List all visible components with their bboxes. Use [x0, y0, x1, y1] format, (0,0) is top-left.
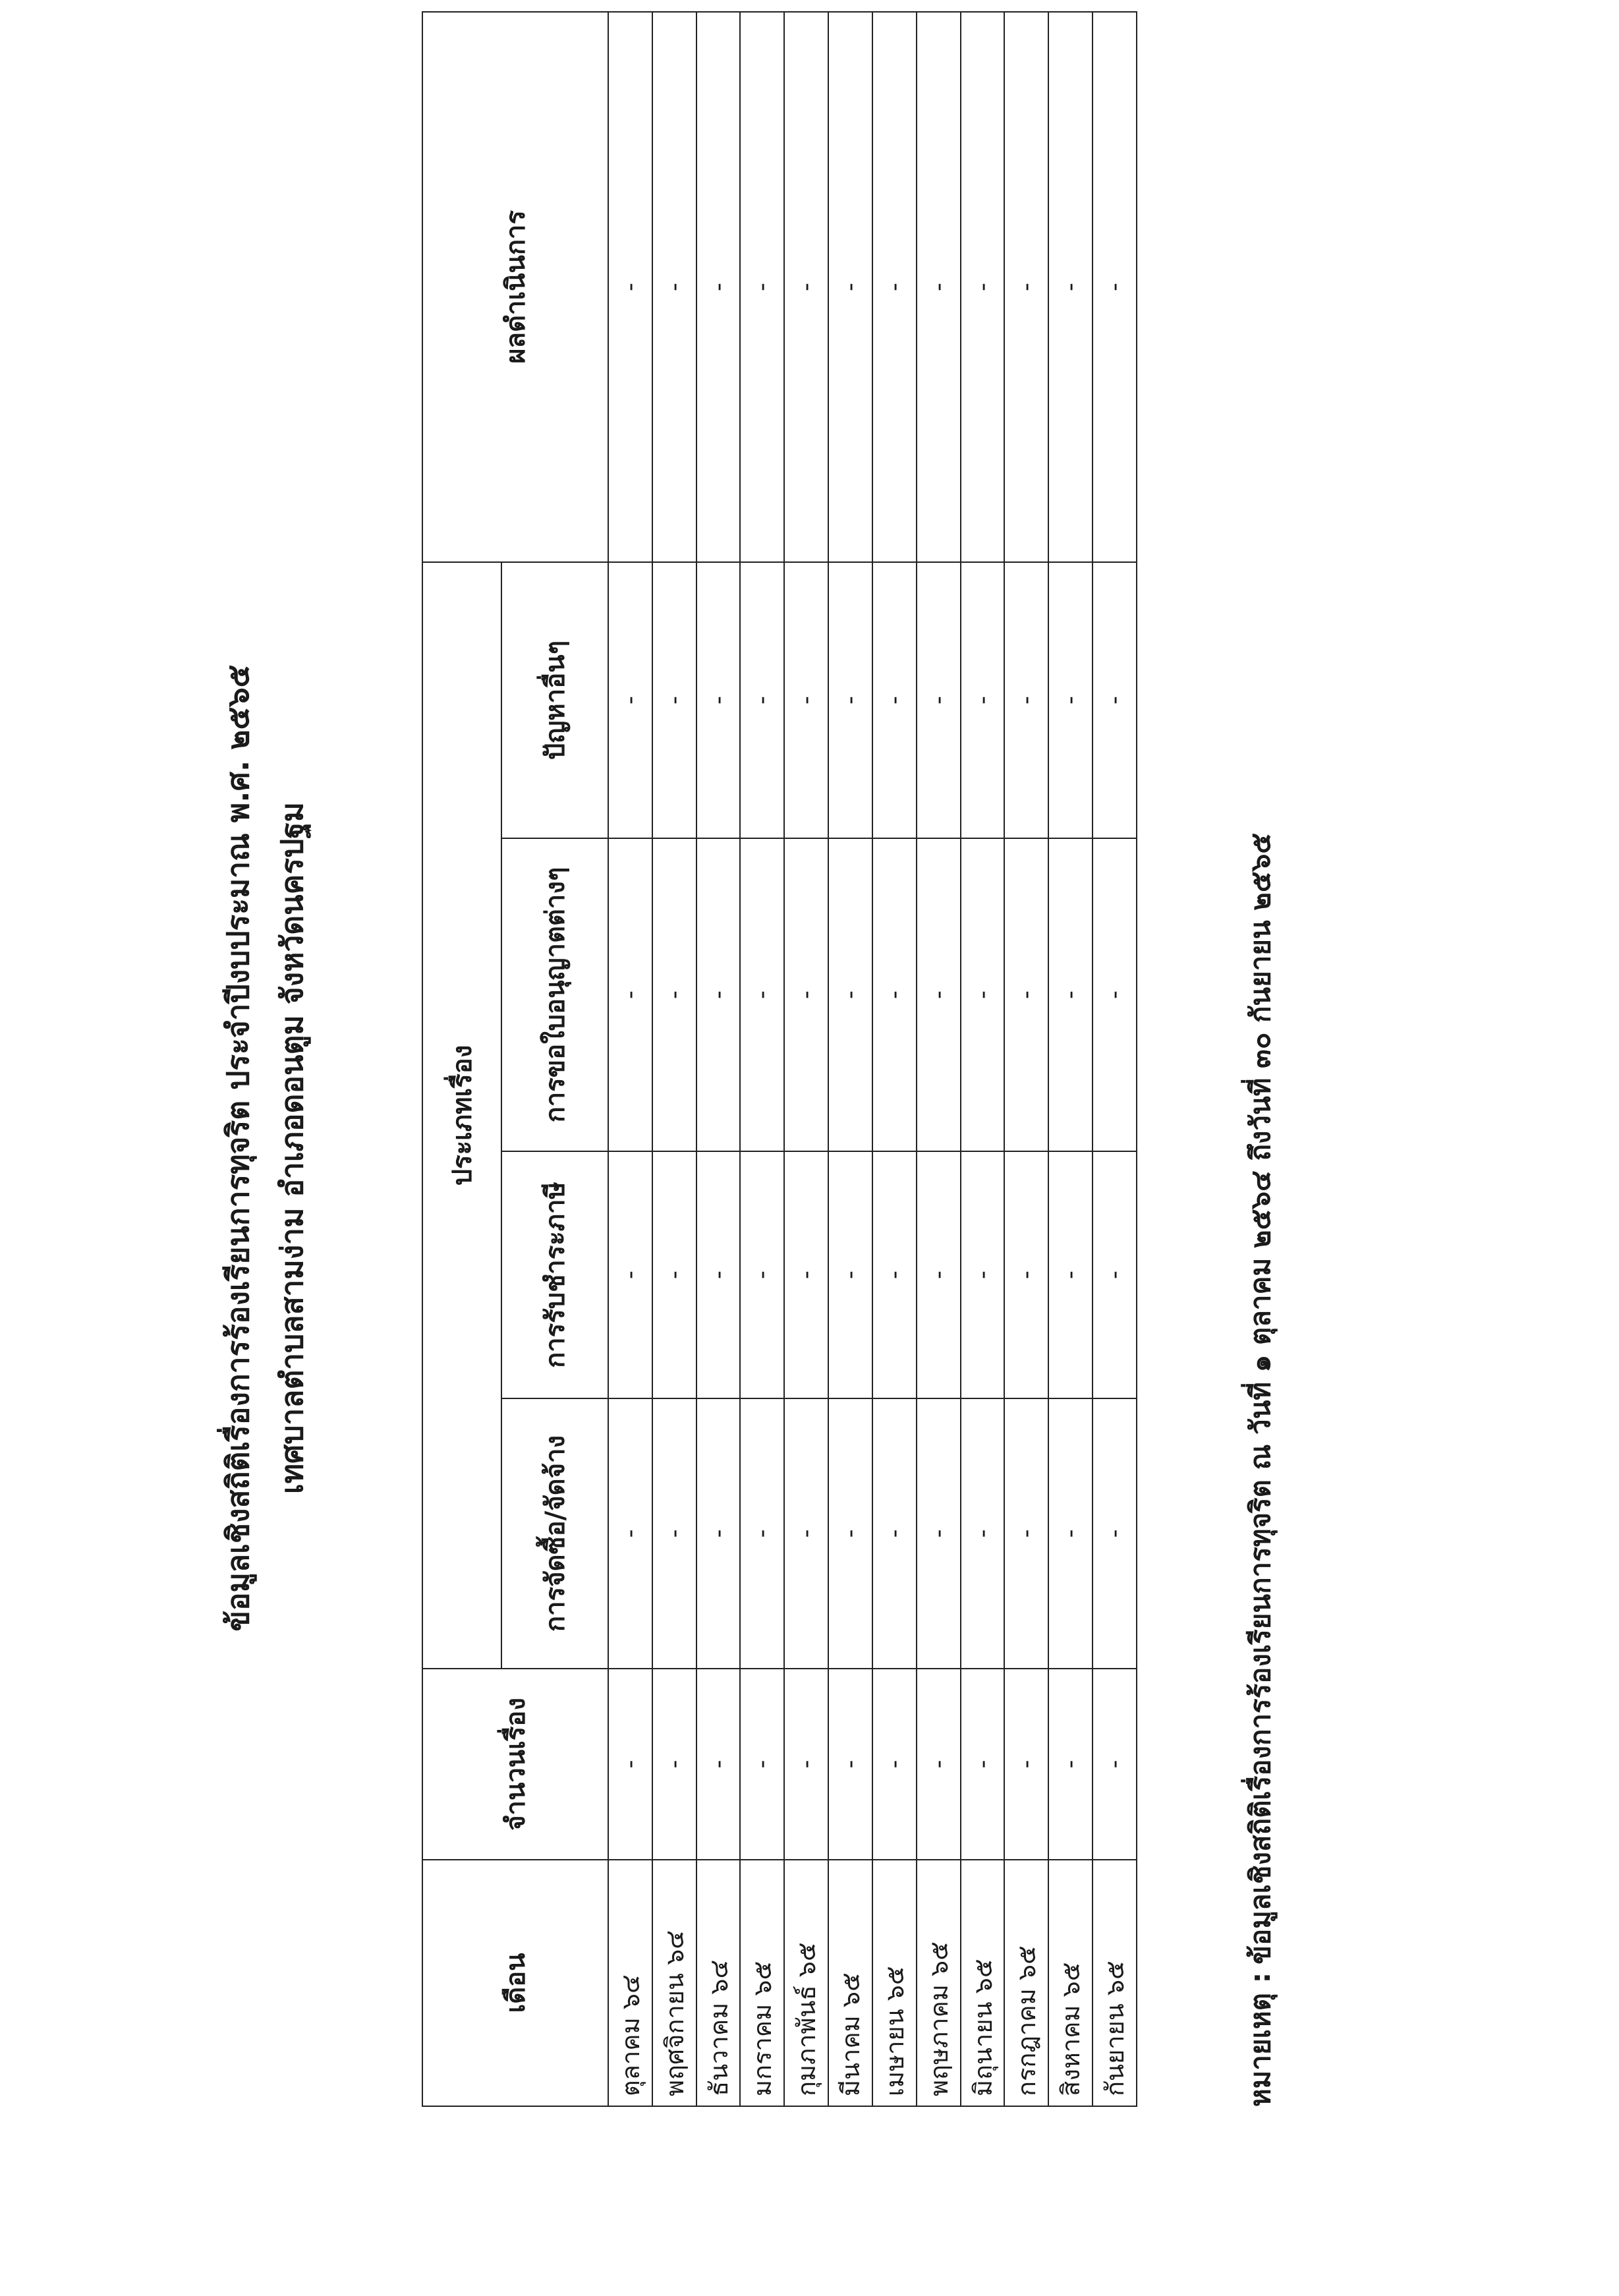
tax-cell: - — [1093, 1151, 1137, 1398]
result-cell: - — [784, 12, 828, 562]
count-cell: - — [740, 1669, 784, 1860]
header-count: จำนวนเรื่อง — [422, 1669, 608, 1860]
license-cell: - — [872, 838, 917, 1151]
month-cell: พฤษภาคม ๖๕ — [917, 1860, 961, 2106]
header-type-other: ปัญหาอื่นๆ — [501, 562, 608, 838]
month-cell: ตุลาคม ๖๔ — [608, 1860, 652, 2106]
footnote — [1239, 833, 1282, 2107]
month-cell: เมษายน ๖๕ — [872, 1860, 917, 2106]
procurement-cell: - — [784, 1398, 828, 1669]
tax-cell: - — [696, 1151, 741, 1398]
tax-cell: - — [608, 1151, 652, 1398]
count-cell: - — [961, 1669, 1005, 1860]
month-cell: กันยายน ๖๕ — [1093, 1860, 1137, 2106]
result-cell: - — [740, 12, 784, 562]
other-cell: - — [696, 562, 741, 838]
header-month: เดือน — [422, 1860, 608, 2106]
table-row — [872, 12, 917, 2106]
table-header-row — [422, 12, 501, 2106]
other-cell: - — [917, 562, 961, 838]
month-cell: ธันวาคม ๖๔ — [696, 1860, 741, 2106]
result-cell: - — [1048, 12, 1093, 562]
procurement-cell: - — [872, 1398, 917, 1669]
result-cell: - — [1004, 12, 1048, 562]
tax-cell: - — [1048, 1151, 1093, 1398]
result-cell: - — [872, 12, 917, 562]
header-type-group: ประเภทเรื่อง — [422, 562, 501, 1669]
header-type-tax: การรับชำระภาษี — [501, 1151, 608, 1398]
count-cell: - — [784, 1669, 828, 1860]
footnote-label: หมายเหตุ : — [1244, 1972, 1276, 2107]
license-cell: - — [608, 838, 652, 1151]
license-cell: - — [740, 838, 784, 1151]
complaint-statistics-table — [422, 11, 1137, 2107]
license-cell: - — [917, 838, 961, 1151]
other-cell: - — [961, 562, 1005, 838]
procurement-cell: - — [961, 1398, 1005, 1669]
month-cell: มีนาคม ๖๕ — [828, 1860, 872, 2106]
tax-cell: - — [872, 1151, 917, 1398]
other-cell: - — [1093, 562, 1137, 838]
license-cell: - — [828, 838, 872, 1151]
document-subtitle: เทศบาลตำบลสามง่าม อำเภอดอนตูม จังหวัดนครปฐม — [274, 802, 310, 1494]
license-cell: - — [1048, 838, 1093, 1151]
month-cell: มิถุนายน ๖๕ — [961, 1860, 1005, 2106]
count-cell: - — [608, 1669, 652, 1860]
tax-cell: - — [917, 1151, 961, 1398]
table-row — [608, 12, 652, 2106]
license-cell: - — [1093, 838, 1137, 1151]
tax-cell: - — [1004, 1151, 1048, 1398]
table-row — [1004, 12, 1048, 2106]
other-cell: - — [740, 562, 784, 838]
procurement-cell: - — [828, 1398, 872, 1669]
header-result: ผลดำเนินการ — [422, 12, 608, 562]
procurement-cell: - — [696, 1398, 741, 1669]
table-row — [917, 12, 961, 2106]
table-row — [696, 12, 741, 2106]
license-cell: - — [696, 838, 741, 1151]
tax-cell: - — [652, 1151, 696, 1398]
result-cell: - — [696, 12, 741, 562]
table-row — [784, 12, 828, 2106]
header-type-license: การขอใบอนุญาตต่างๆ — [501, 838, 608, 1151]
result-cell: - — [917, 12, 961, 562]
other-cell: - — [1004, 562, 1048, 838]
table-row — [652, 12, 696, 2106]
license-cell: - — [1004, 838, 1048, 1151]
other-cell: - — [608, 562, 652, 838]
count-cell: - — [1048, 1669, 1093, 1860]
procurement-cell: - — [1048, 1398, 1093, 1669]
table-row — [740, 12, 784, 2106]
table-row — [961, 12, 1005, 2106]
footnote-text: ข้อมูลเชิงสถิติเรื่องการร้องเรียนการทุจริต ณ วันที่ ๑ ตุลาคม ๒๕๖๔ ถึงวันที่ ๓๐ กันยายน ๒๕๖๕ — [1244, 832, 1276, 1965]
license-cell: - — [961, 838, 1005, 1151]
tax-cell: - — [961, 1151, 1005, 1398]
count-cell: - — [828, 1669, 872, 1860]
procurement-cell: - — [740, 1398, 784, 1669]
tax-cell: - — [740, 1151, 784, 1398]
header-type-procurement: การจัดซื้อ/จัดจ้าง — [501, 1398, 608, 1669]
result-cell: - — [608, 12, 652, 562]
count-cell: - — [1093, 1669, 1137, 1860]
other-cell: - — [784, 562, 828, 838]
month-cell: มกราคม ๖๕ — [740, 1860, 784, 2106]
license-cell: - — [784, 838, 828, 1151]
other-cell: - — [652, 562, 696, 838]
document-title: ข้อมูลเชิงสถิติเรื่องการร้องเรียนการทุจริต ประจำปีงบประมาณ พ.ศ. ๒๕๖๕ — [220, 664, 256, 1632]
month-cell: กรกฎาคม ๖๕ — [1004, 1860, 1048, 2106]
count-cell: - — [1004, 1669, 1048, 1860]
tax-cell: - — [784, 1151, 828, 1398]
result-cell: - — [961, 12, 1005, 562]
table-row — [828, 12, 872, 2106]
tax-cell: - — [828, 1151, 872, 1398]
procurement-cell: - — [1004, 1398, 1048, 1669]
license-cell: - — [652, 838, 696, 1151]
result-cell: - — [652, 12, 696, 562]
other-cell: - — [1048, 562, 1093, 838]
procurement-cell: - — [1093, 1398, 1137, 1669]
month-cell: พฤศจิกายน ๖๔ — [652, 1860, 696, 2106]
month-cell: กุมภาพันธ์ ๖๕ — [784, 1860, 828, 2106]
other-cell: - — [872, 562, 917, 838]
count-cell: - — [652, 1669, 696, 1860]
procurement-cell: - — [917, 1398, 961, 1669]
result-cell: - — [1093, 12, 1137, 562]
count-cell: - — [917, 1669, 961, 1860]
month-cell: สิงหาคม ๖๕ — [1048, 1860, 1093, 2106]
procurement-cell: - — [652, 1398, 696, 1669]
count-cell: - — [872, 1669, 917, 1860]
procurement-cell: - — [608, 1398, 652, 1669]
count-cell: - — [696, 1669, 741, 1860]
table-row — [1093, 12, 1137, 2106]
other-cell: - — [828, 562, 872, 838]
table-row — [1048, 12, 1093, 2106]
result-cell: - — [828, 12, 872, 562]
